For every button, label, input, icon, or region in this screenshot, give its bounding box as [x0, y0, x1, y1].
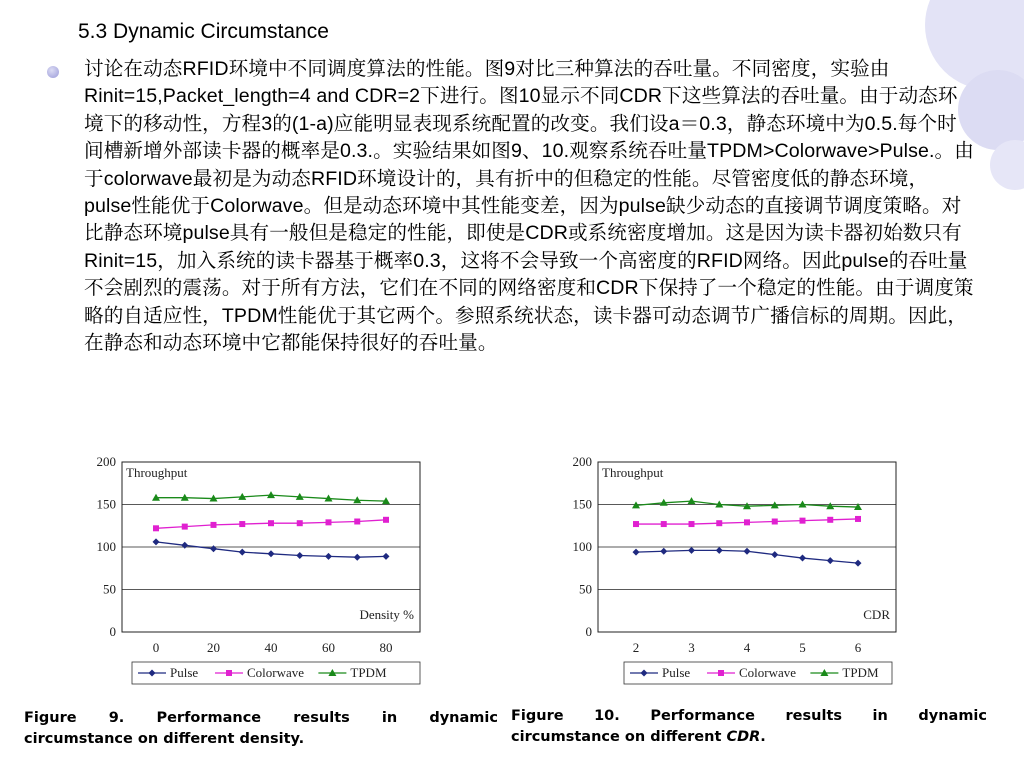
data-point-colorwave: [268, 520, 274, 526]
y-tick-label: 200: [96, 454, 116, 469]
caption-word: in: [872, 708, 888, 724]
caption-word: Performance: [156, 710, 262, 726]
data-point-colorwave: [800, 518, 806, 524]
data-point-colorwave: [182, 524, 188, 530]
data-point-colorwave: [326, 519, 332, 525]
legend-marker-colorwave: [226, 670, 232, 676]
data-point-colorwave: [153, 525, 159, 531]
legend-label: Colorwave: [247, 665, 305, 680]
figure-9-chart: [84, 452, 424, 692]
figure-9-caption: [24, 708, 498, 750]
x-axis-label: Density %: [359, 607, 414, 622]
data-point-colorwave: [689, 521, 695, 527]
x-tick-label: 2: [632, 640, 640, 655]
data-point-colorwave: [772, 519, 778, 525]
y-tick-label: 50: [103, 581, 116, 597]
x-tick-label: 20: [207, 640, 220, 655]
legend-label: TPDM: [842, 665, 879, 680]
chart-title: Throughput: [602, 465, 664, 480]
figure-9-caption-line2: circumstance on different density.: [24, 731, 305, 747]
data-point-colorwave: [239, 521, 245, 527]
y-tick-label: 0: [109, 624, 116, 639]
x-tick-label: 4: [743, 640, 751, 655]
x-tick-label: 0: [152, 640, 160, 655]
figure-9-svg: [84, 452, 424, 692]
caption-word: results: [785, 708, 843, 724]
legend-marker-colorwave: [718, 670, 724, 676]
data-point-colorwave: [354, 519, 360, 525]
legend-label: Pulse: [170, 665, 199, 680]
bullet-icon: [47, 66, 59, 78]
caption-cdr-italic: CDR: [726, 729, 761, 745]
data-point-colorwave: [383, 517, 389, 523]
caption-word: 9.: [108, 710, 125, 726]
data-point-colorwave: [744, 519, 750, 525]
x-tick-label: 3: [688, 640, 695, 655]
x-tick-label: 60: [322, 640, 335, 655]
caption-period: .: [760, 729, 766, 745]
data-point-colorwave: [297, 520, 303, 526]
data-point-colorwave: [211, 522, 217, 528]
caption-word: in: [381, 710, 398, 726]
legend-label: Colorwave: [739, 665, 797, 680]
caption-text: circumstance on different: [511, 729, 727, 745]
y-tick-label: 150: [572, 496, 592, 512]
caption-word: Performance: [650, 708, 755, 724]
caption-word: results: [293, 710, 350, 726]
data-point-colorwave: [855, 516, 861, 522]
caption-word: dynamic: [918, 708, 987, 724]
figure-10-caption: [511, 706, 987, 748]
data-point-colorwave: [716, 520, 722, 526]
caption-word: 10.: [594, 708, 620, 724]
legend-label: TPDM: [350, 665, 387, 680]
x-tick-label: 6: [854, 640, 862, 655]
figure-10-svg: [560, 452, 900, 692]
y-tick-label: 200: [572, 454, 592, 469]
figure-10-caption-line2: [511, 727, 987, 748]
x-axis-label: CDR: [863, 607, 890, 622]
x-tick-label: 5: [799, 640, 806, 655]
legend-label: Pulse: [662, 665, 691, 680]
caption-word: dynamic: [429, 710, 498, 726]
x-tick-label: 80: [379, 640, 393, 655]
chart-title: Throughput: [126, 465, 188, 480]
figure-10-caption-line1: [511, 706, 987, 727]
figure-9-caption-line1: [24, 708, 498, 729]
y-tick-label: 0: [585, 624, 592, 639]
y-tick-label: 100: [96, 539, 116, 554]
data-point-colorwave: [661, 521, 667, 527]
caption-word: Figure: [511, 708, 564, 724]
y-tick-label: 50: [579, 581, 592, 597]
data-point-colorwave: [827, 517, 833, 523]
figure-10-chart: [560, 452, 900, 692]
data-point-colorwave: [633, 521, 639, 527]
y-tick-label: 150: [96, 496, 116, 512]
caption-word: Figure: [24, 710, 77, 726]
slide-title: 5.3 Dynamic Circumstance: [78, 20, 329, 43]
y-tick-label: 100: [572, 539, 592, 554]
x-tick-label: 40: [264, 640, 278, 655]
body-paragraph: 讨论在动态RFID环境中不同调度算法的性能。图9对比三种算法的吞吐量。不同密度，实验由Rinit=15,Packet_length=4 and CDR=2下进行。图10显示不同CDR下这些算法的吞吐量。由于动态环境下的移动性，方程3的(1-a)应能明显表现系统配置的改变。我们设a＝0.3，静态环境中为0.5.每个时间槽新增外部读卡器的概率是0.3.。实验结果如图9、10.观察系统吞吐量TPDM>Colorwave>Pulse.。由于colorwave最初是为动态RFID环境设计的，具有折中的但稳定的性能。尽管密度低的静态环境，pulse性能优于Colorwave。但是动态环境中其性能变差，因为pulse缺少动态的直接调节调度策略。对比静态环境pulse具有一般但是稳定的性能，即使是CDR或系统密度增加。这是因为读卡器初始数只有Rinit=15，加入系统的读卡器基于概率0.3，这将不会导致一个高密度的RFID网络。因此pulse的吞吐量不会剧烈的震荡。对于所有方法，它们在不同的网络密度和CDR下保持了一个稳定的性能。由于调度策略的自适应性，TPDM性能优于其它两个。参照系统状态，读卡器可动态调节广播信标的周期。因此，在静态和动态环境中它都能保持很好的吞吐量。: [84, 58, 974, 355]
